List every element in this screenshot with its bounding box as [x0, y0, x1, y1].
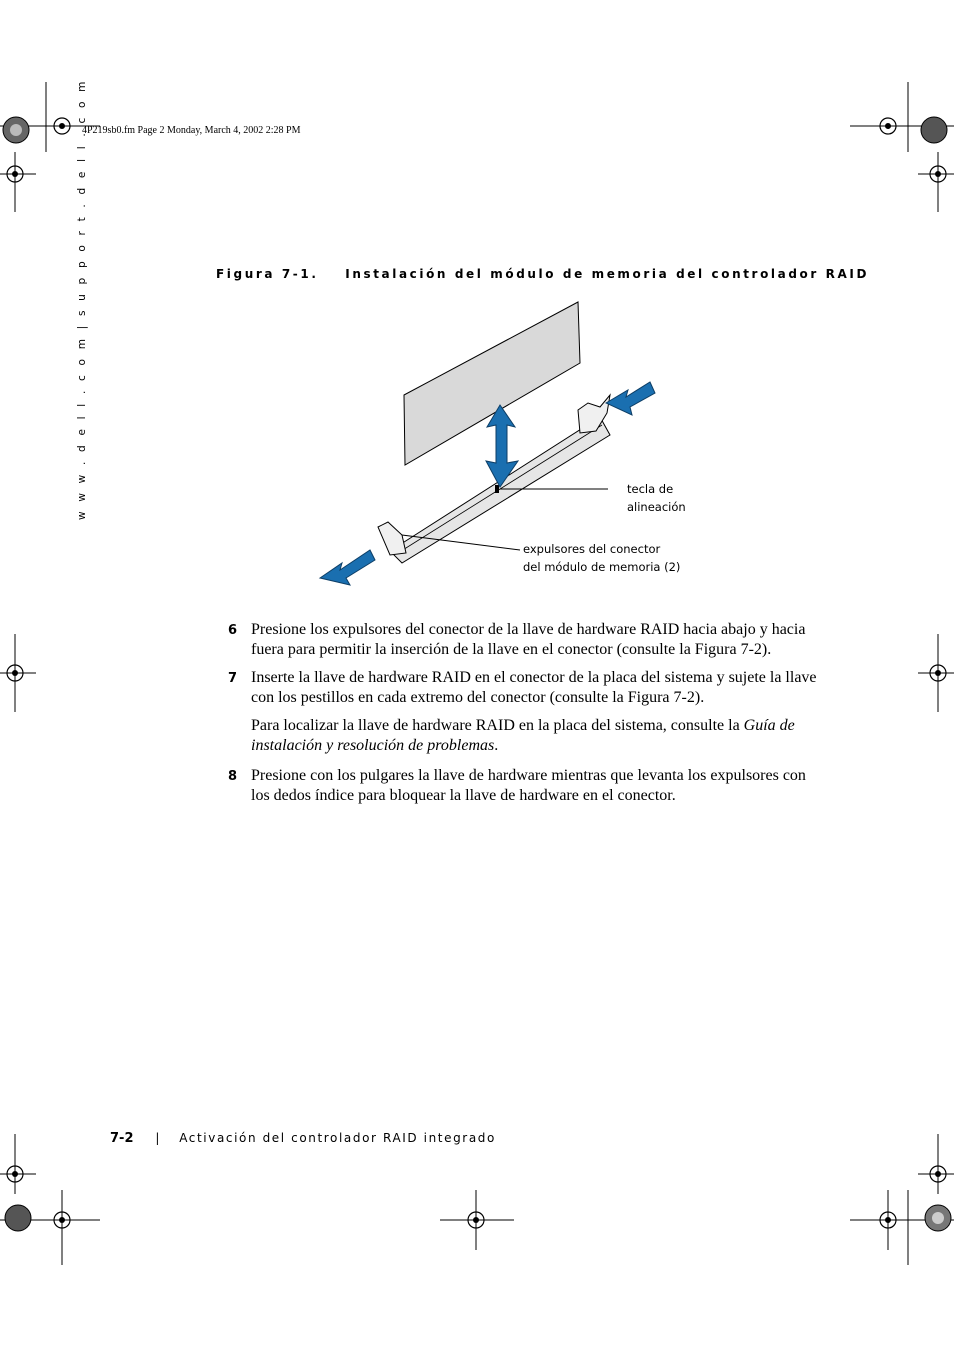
ejector-left [378, 522, 406, 555]
callout-ejectors: expulsores del conector del módulo de memoria (2) [523, 542, 681, 574]
step-6 [228, 620, 828, 660]
page-number: 7-2 [110, 1131, 134, 1146]
step-number: 8 [228, 769, 238, 784]
guide-title: Guía de instalación y resolución de problemas [251, 717, 795, 754]
step-text: Inserte la llave de hardware RAID en el conector de la placa del sistema y sujete la llave con los pestillos en cada extremo del conector (consulte la Figura 7-2). [251, 669, 817, 706]
page-footer [110, 1131, 496, 1146]
step-text: Presione los expulsores del conector de la llave de hardware RAID hacia abajo y hacia fuera para permitir la inserción de la llave en el conector (consulte la Figura 7-2). [251, 621, 806, 658]
step-7 [228, 668, 828, 708]
figure-caption [216, 267, 869, 281]
arrow-right-ejector-icon [606, 382, 655, 415]
file-header: 4P219sb0.fm Page 2 Monday, March 4, 2002 2:28 PM [82, 125, 301, 136]
instruction-steps [228, 620, 828, 814]
callout-alignment-key: tecla de alineación [627, 482, 686, 514]
footer-separator: | [155, 1131, 160, 1145]
step-number: 7 [228, 671, 238, 686]
figure-number: Figura 7-1. [216, 267, 319, 281]
chapter-title: Activación del controlador RAID integrado [179, 1131, 496, 1145]
step-8 [228, 766, 828, 806]
step-number: 6 [228, 623, 238, 638]
figure-title: Instalación del módulo de memoria del controlador RAID [345, 267, 870, 281]
arrow-left-ejector-icon [320, 550, 375, 585]
step-text: Presione con los pulgares la llave de hardware mientras que levanta los expulsores con los dedos índice para bloquear la llave de hardware en el conector. [251, 767, 806, 804]
memory-module [404, 302, 580, 465]
reference-paragraph: Para localizar la llave de hardware RAID en la placa del sistema, consulte la Guía de instalación y resolución de problemas. [251, 717, 795, 754]
side-url: w w w . d e l l . c o m | s u p p o r t . d e l l . c o m [76, 78, 88, 520]
